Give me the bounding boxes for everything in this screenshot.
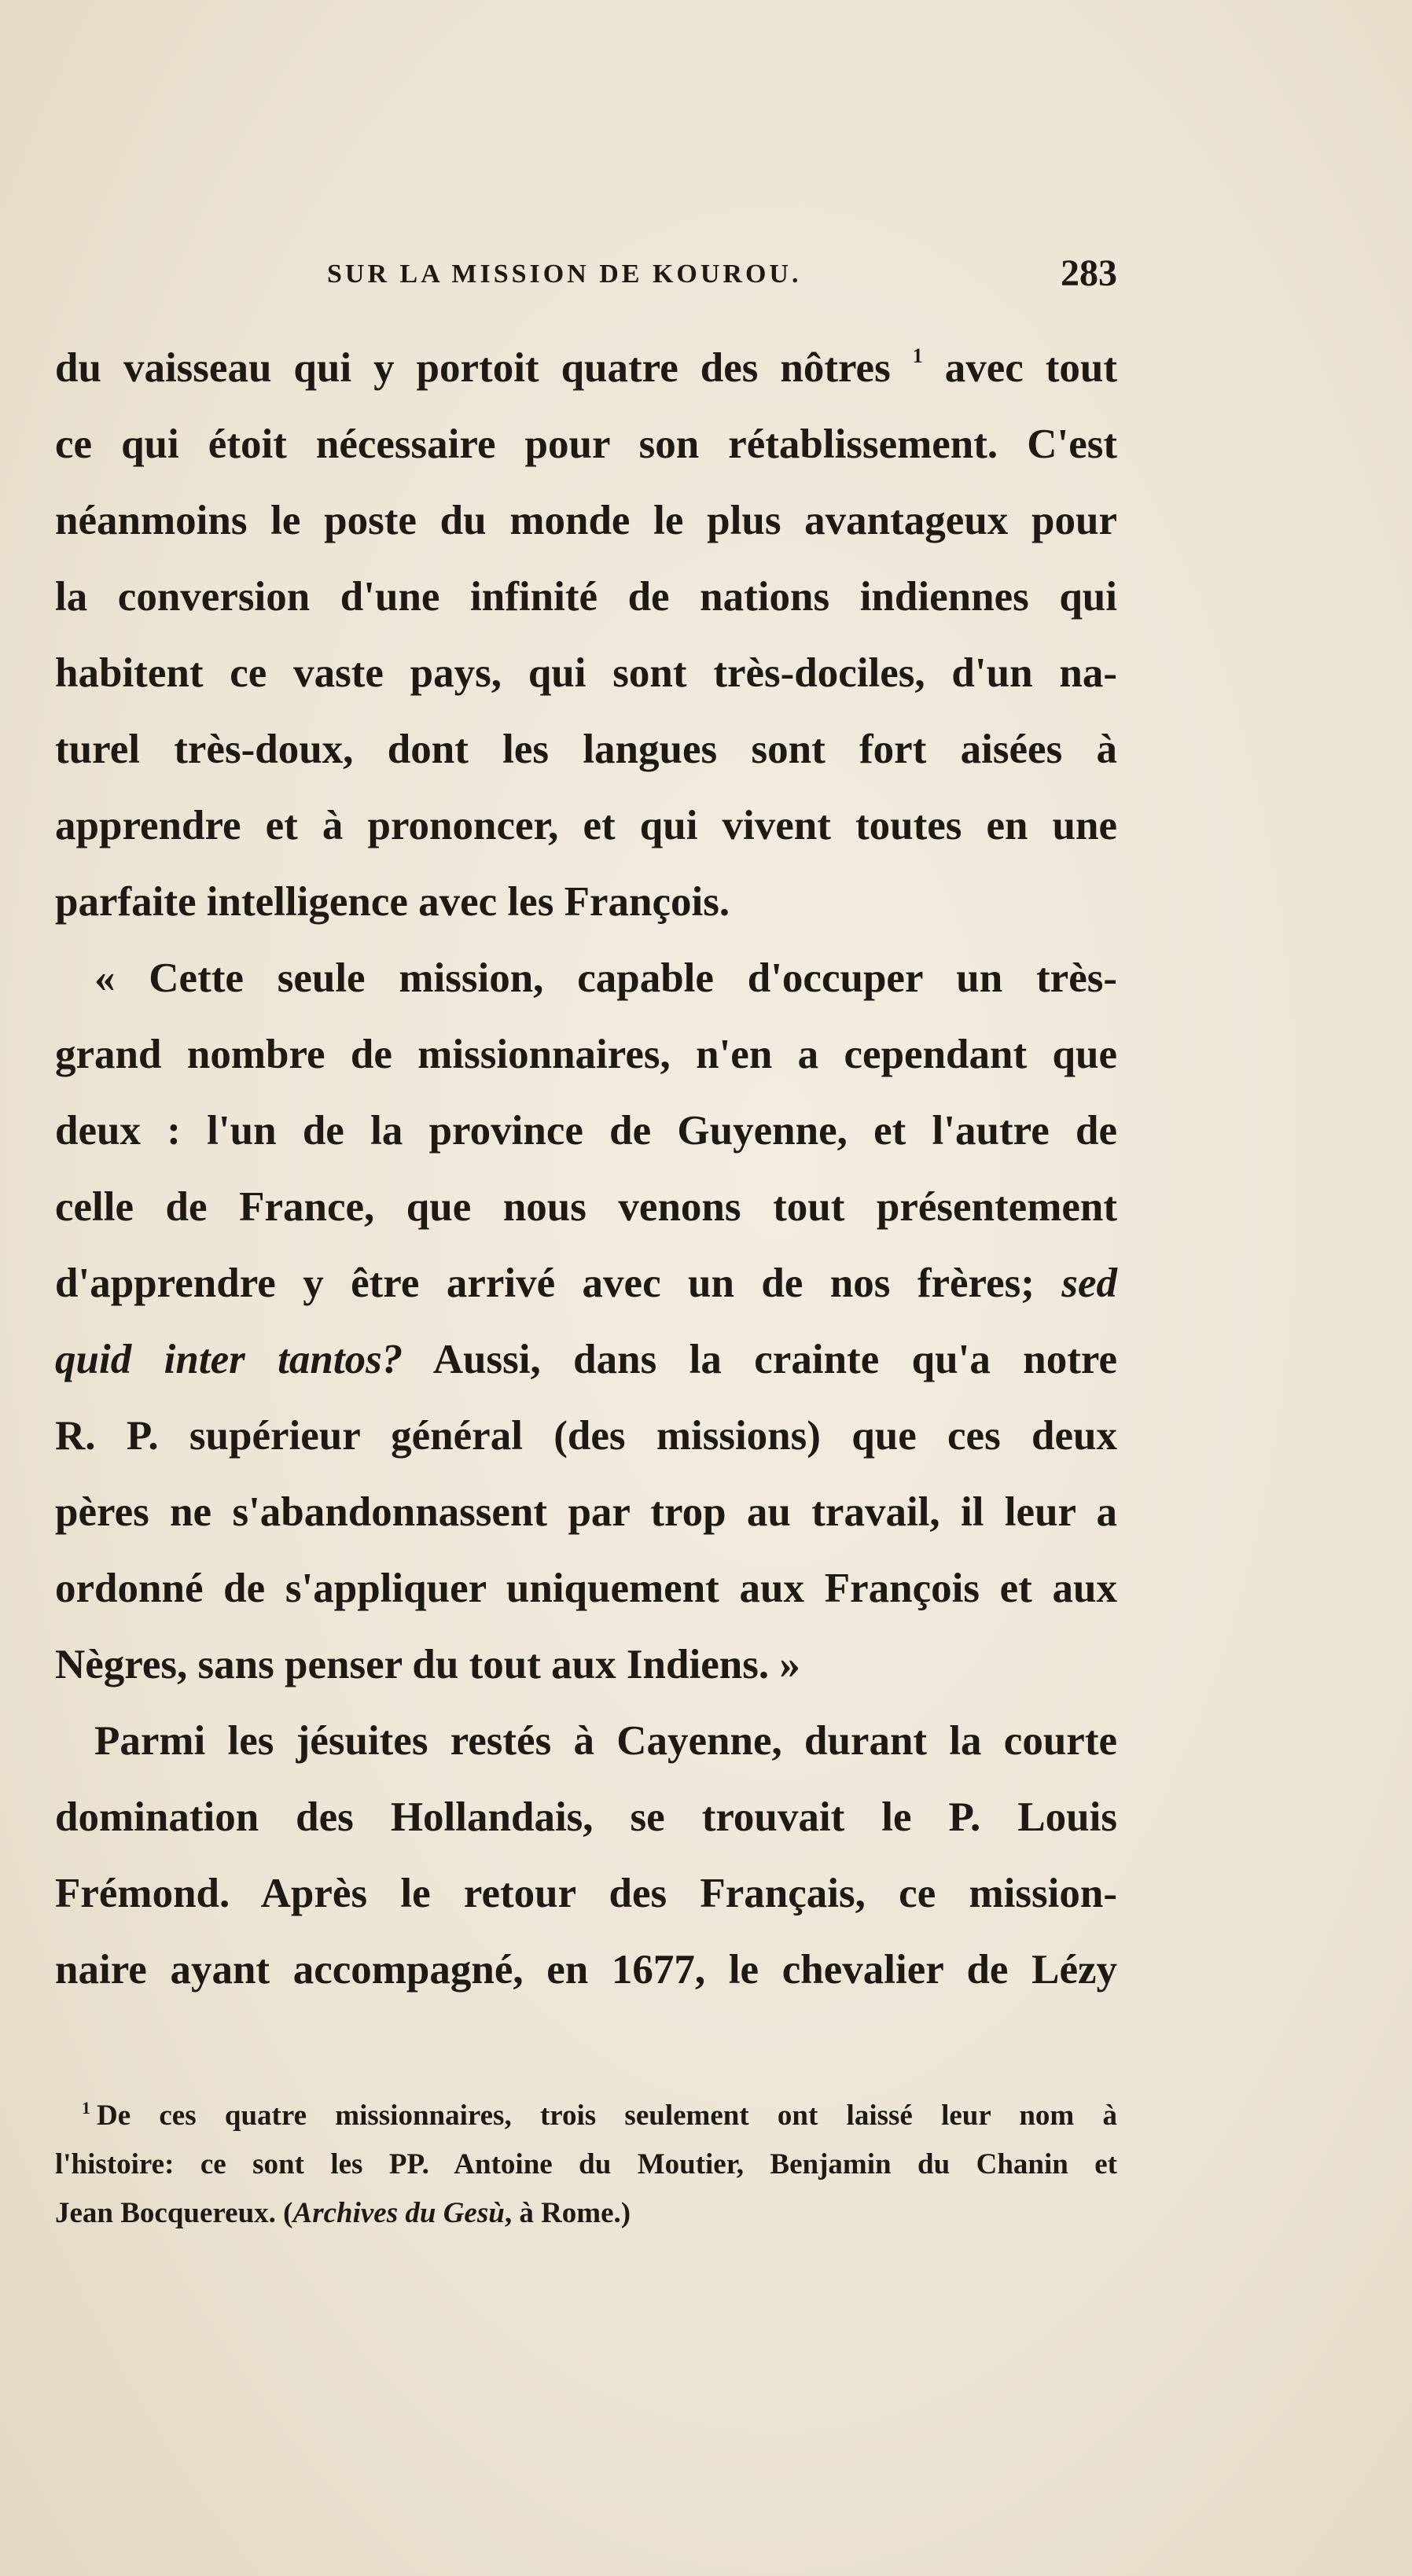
body-text	[55, 330, 1117, 2008]
footnote-line: $^1$ De ces quatre missionnaires, trois seulement ont laissé leur nom à	[82, 2098, 1117, 2132]
latin-phrase: sed	[1061, 1260, 1117, 1306]
text-line: ordonné de s'appliquer uniquement aux François et aux	[55, 1566, 1117, 1611]
text-line: Nègres, sans penser du tout aux Indiens. »	[55, 1642, 800, 1687]
page-number: 283	[1061, 252, 1117, 294]
text-line: deux : l'un de la province de Guyenne, et l'autre de	[55, 1108, 1117, 1154]
footnote-line: Jean Bocquereux. (Archives du Gesù, à Rome.)	[55, 2197, 631, 2229]
text-line: pères ne s'abandonnassent par trop au travail, il leur a	[55, 1489, 1117, 1535]
text-line: « Cette seule mission, capable d'occuper un très-	[94, 955, 1117, 1001]
text-line: apprendre et à prononcer, et qui vivent toutes en une	[55, 803, 1117, 848]
text-line: du vaisseau qui y portoit quatre des nôtres $^1$ avec tout	[55, 344, 1118, 391]
text-line: néanmoins le poste du monde le plus avantageux pour	[55, 498, 1117, 543]
page-header	[327, 245, 1117, 305]
text-line: ce qui étoit nécessaire pour son rétablissement. C'est	[55, 421, 1117, 467]
text-line: naire ayant accompagné, en 1677, le chevalier de Lézy	[55, 1947, 1117, 1993]
text-line: d'apprendre y être arrivé avec un de nos frères; sed	[55, 1260, 1117, 1306]
text-line: habitent ce vaste pays, qui sont très-dociles, d'un na-	[55, 650, 1117, 696]
footnote-line: l'histoire: ce sont les PP. Antoine du Moutier, Benjamin du Chanin et	[55, 2148, 1117, 2180]
text-line: Frémond. Après le retour des Français, ce mission-	[55, 1871, 1117, 1916]
text-line: la conversion d'une infinité de nations indiennes qui	[55, 574, 1117, 620]
text-line: turel très-doux, dont les langues sont fort aisées à	[55, 727, 1117, 772]
text-line: domination des Hollandais, se trouvait le P. Louis	[55, 1794, 1117, 1840]
text-line: celle de France, que nous venons tout présentement	[55, 1184, 1117, 1230]
footnote-reference: 1	[912, 344, 923, 367]
latin-phrase: quid inter tantos?	[55, 1337, 403, 1382]
text-line: Parmi les jésuites restés à Cayenne, durant la courte	[94, 1718, 1117, 1764]
text-line: grand nombre de missionnaires, n'en a cependant que	[55, 1032, 1117, 1077]
text-line: R. P. supérieur général (des missions) que ces deux	[55, 1413, 1117, 1459]
footnote-mark: 1	[82, 2098, 90, 2118]
running-title: SUR LA MISSION DE KOUROU.	[327, 259, 802, 289]
footnote	[55, 2092, 1117, 2238]
text-line: quid inter tantos? Aussi, dans la crainte qu'a notre	[55, 1337, 1117, 1382]
text-line: parfaite intelligence avec les François.	[55, 879, 730, 925]
archive-title: Archives du Gesù	[292, 2197, 505, 2229]
